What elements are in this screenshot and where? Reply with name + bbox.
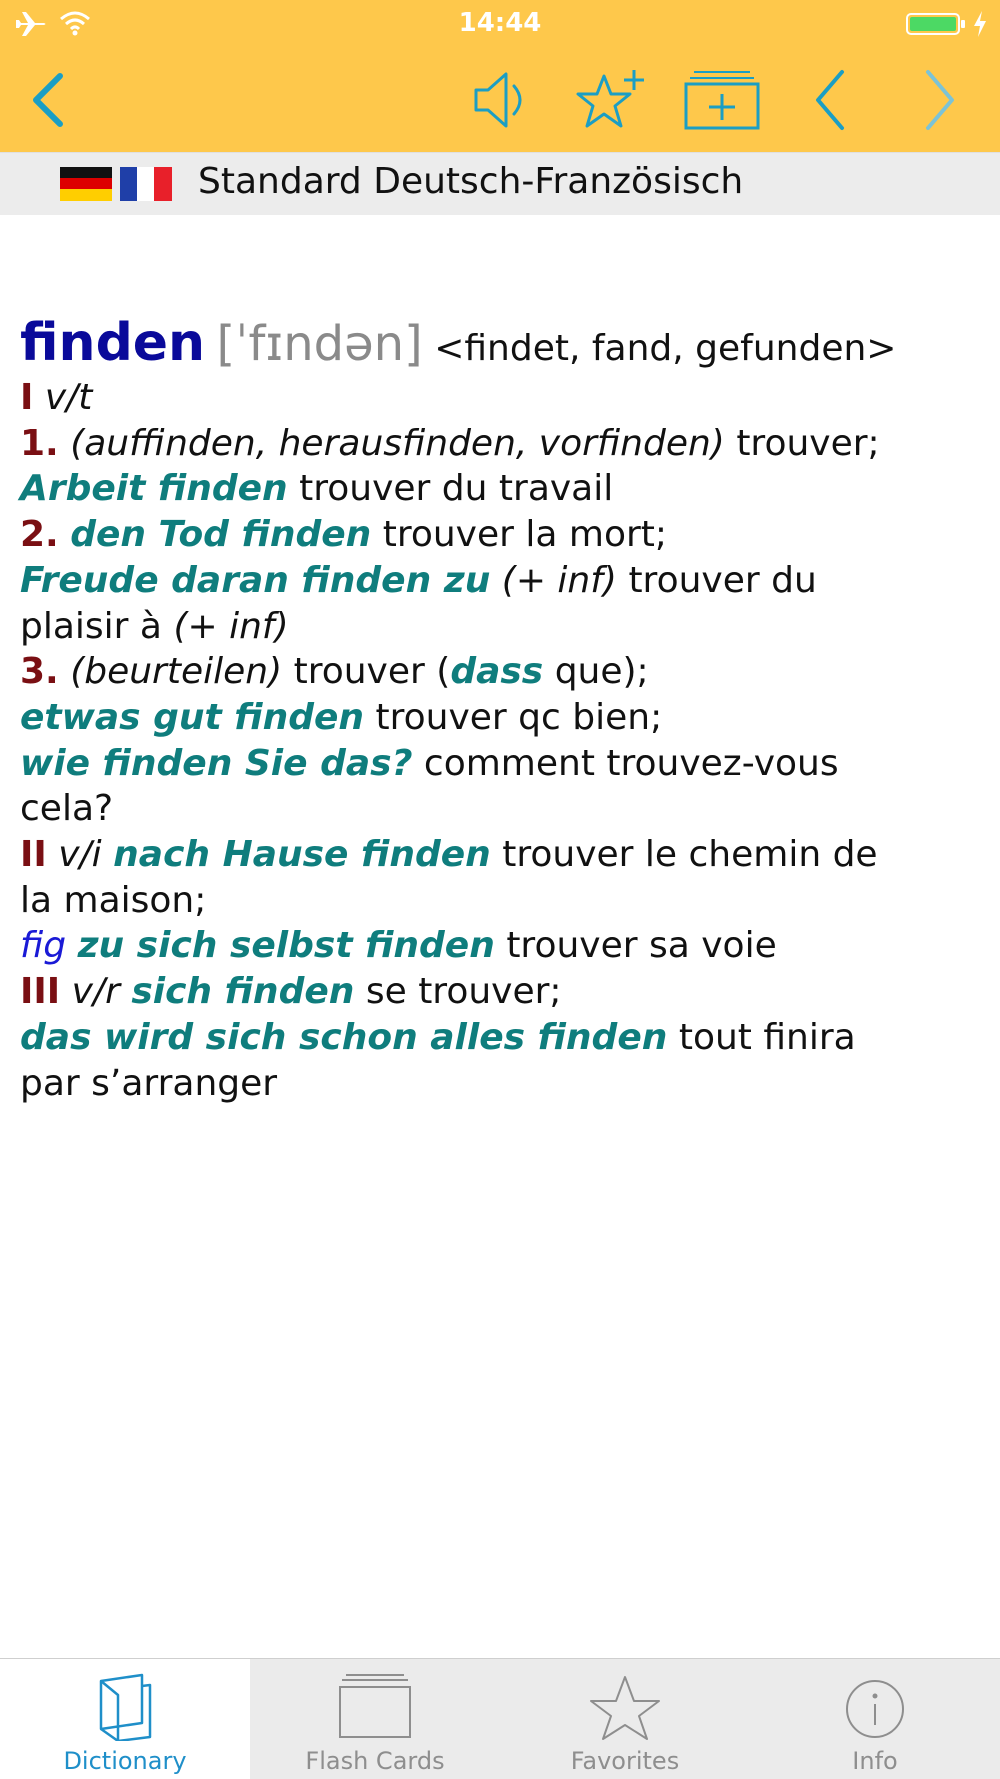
translation: trouver la mort; (382, 514, 668, 556)
example-phrase[interactable]: wie finden Sie das? (20, 742, 413, 784)
battery-icon (906, 12, 966, 36)
next-entry-button[interactable] (900, 62, 980, 138)
sense-number: 3. (20, 651, 59, 693)
example-phrase[interactable]: nach Hause finden (113, 834, 491, 876)
add-favorite-icon (572, 68, 652, 132)
entry-line (20, 878, 980, 924)
example-phrase[interactable]: Arbeit finden (20, 468, 288, 510)
sense-number: 2. (20, 514, 59, 556)
back-button[interactable] (8, 62, 88, 138)
sense-context: (beurteilen) (70, 651, 283, 693)
entry-line (20, 466, 980, 512)
translation: tout finira (678, 1016, 856, 1058)
translation: trouver du (628, 559, 817, 601)
part-of-speech: v/i (58, 834, 102, 876)
example-phrase[interactable]: den Tod finden (70, 514, 372, 556)
entry-line (20, 1061, 980, 1107)
sense-context: (auffinden, herausfinden, vorfinden) (70, 422, 725, 464)
back-icon (26, 72, 70, 128)
usage-label: fig (20, 925, 67, 967)
example-phrase[interactable]: sich finden (131, 971, 355, 1013)
speak-button[interactable] (464, 62, 544, 138)
translation: trouver sa voie (506, 925, 777, 967)
entry-line (20, 604, 980, 650)
translation: comment trouvez-vous (423, 742, 839, 784)
tab-label: Favorites (570, 1747, 680, 1775)
add-flashcard-icon (684, 68, 760, 132)
charging-icon (972, 10, 988, 38)
part-of-speech: v/t (44, 377, 93, 418)
dictionary-title: Standard Deutsch-Französisch (198, 161, 744, 202)
grammar-note: (+ inf) (501, 559, 617, 601)
flag-france (120, 167, 172, 201)
translation (294, 651, 649, 692)
entry-line (20, 1015, 980, 1061)
add-flashcard-button[interactable] (682, 62, 762, 138)
entry-line (20, 649, 980, 695)
translation: cela? (20, 788, 114, 830)
entry-line (20, 375, 980, 421)
tab-label: Info (852, 1747, 898, 1775)
example-phrase[interactable]: zu sich selbst finden (77, 925, 495, 967)
headword: finden (20, 313, 206, 373)
pronunciation: [ˈfɪndən] (216, 316, 423, 372)
tab-info[interactable] (750, 1659, 1000, 1779)
inflection-forms: <findet, fand, gefunden> (434, 328, 897, 369)
star-icon (500, 1671, 750, 1741)
entry-line (20, 512, 980, 558)
dictionary-header (0, 152, 1000, 215)
status-bar (0, 0, 1000, 50)
part-of-speech: v/r (71, 971, 120, 1013)
entry-line (20, 923, 980, 969)
book-icon (0, 1671, 250, 1741)
grammar-note: (+ inf) (173, 605, 289, 647)
flag-germany (60, 167, 112, 201)
sense-number: 1. (20, 422, 59, 464)
next-icon (920, 68, 960, 132)
entry-line (20, 786, 980, 832)
cards-icon (250, 1671, 500, 1741)
entry-line (20, 558, 980, 604)
previous-entry-button[interactable] (790, 62, 870, 138)
dictionary-entry (20, 315, 980, 1106)
translation: se trouver; (365, 971, 562, 1013)
previous-icon (810, 68, 850, 132)
translation: trouver le chemin de (502, 834, 878, 876)
translation-part: que); (554, 651, 649, 693)
translation: trouver qc bien; (375, 696, 663, 738)
translation-part: trouver ( (293, 651, 451, 693)
tab-favorites[interactable] (500, 1659, 750, 1779)
example-phrase[interactable]: das wird sich schon alles finden (20, 1016, 668, 1058)
section-numeral: II (20, 834, 47, 876)
example-phrase[interactable]: dass (450, 651, 544, 693)
top-navigation-bar (0, 0, 1000, 152)
tab-label: Flash Cards (305, 1747, 445, 1775)
translation: trouver; (736, 422, 880, 464)
status-time: 14:44 (458, 8, 542, 38)
translation: plaisir à (20, 605, 162, 647)
speaker-icon (472, 70, 536, 130)
info-icon (750, 1671, 1000, 1741)
tab-flash-cards[interactable] (250, 1659, 500, 1779)
translation: par s’arranger (20, 1062, 278, 1104)
add-favorite-button[interactable] (572, 62, 652, 138)
translation: trouver du travail (299, 468, 614, 510)
section-numeral: III (20, 971, 61, 1013)
entry-headline (20, 315, 980, 377)
example-phrase[interactable]: Freude daran finden zu (20, 559, 491, 601)
entry-line (20, 832, 980, 878)
entry-line (20, 695, 980, 741)
tab-bar (0, 1658, 1000, 1779)
example-phrase[interactable]: etwas gut finden (20, 696, 365, 738)
section-numeral: I (20, 377, 34, 418)
translation: la maison; (20, 879, 207, 921)
entry-line (20, 741, 980, 787)
tab-dictionary[interactable] (0, 1659, 250, 1779)
entry-line (20, 969, 980, 1015)
tab-label: Dictionary (63, 1747, 187, 1775)
entry-line (20, 421, 980, 467)
